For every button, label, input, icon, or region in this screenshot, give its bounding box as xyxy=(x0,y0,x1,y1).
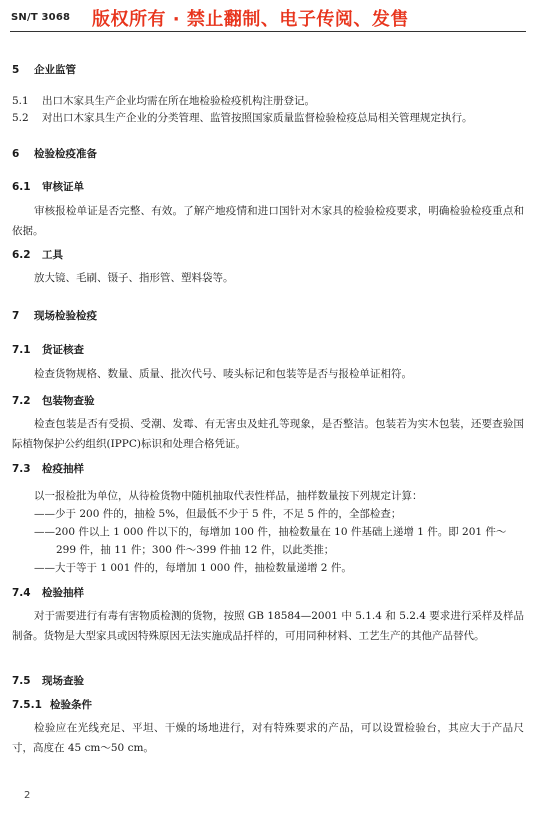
subsection-title: 货证核查 xyxy=(42,344,84,356)
subsection-number: 7.3 xyxy=(12,463,31,475)
sampling-intro: 以一报检批为单位，从待检货物中随机抽取代表性样品，抽样数量按下列规定计算： xyxy=(34,490,423,502)
subsection-number: 6.2 xyxy=(12,249,31,261)
subsection-7-3-heading xyxy=(12,461,84,476)
subsection-number: 7.5 xyxy=(12,675,31,687)
subsection-7-4-heading xyxy=(12,585,84,600)
standard-code: SN/T 3068 xyxy=(11,12,71,23)
clause-number: 5.1 xyxy=(12,95,29,107)
section-title: 检验检疫准备 xyxy=(34,148,97,160)
subsection-7-5-1-heading xyxy=(12,697,92,712)
section-5-heading xyxy=(12,62,76,77)
subsection-title: 检验抽样 xyxy=(42,587,84,599)
subsection-number: 7.1 xyxy=(12,344,31,356)
copyright-watermark: 版权所有 · 禁止翻制、电子传阅、发售 xyxy=(92,9,409,30)
sampling-rule-2: ——200 件以上 1 000 件以下的，每增加 100 件，抽检数量在 10 件基础上递增 1 件。即 201 件～ xyxy=(34,526,507,538)
clause-text: 对出口木家具生产企业的分类管理、监管按照国家质量监督检验检疫总局相关管理规定执行。 xyxy=(42,112,473,124)
section-number: 7 xyxy=(12,310,20,322)
subsection-title: 检验条件 xyxy=(50,699,92,711)
paragraph-7-4: 对于需要进行有毒有害物质检测的货物，按照 GB 18584—2001 中 5.1.4 和 5.2.4 要求进行采样及样品制备。货物是大型家具或因特殊原因无法实施成品扦样的，可用同种材料、工艺生产的其他产品替代。 xyxy=(12,610,524,642)
subsection-7-1-heading xyxy=(12,342,84,357)
clause-text: 出口木家具生产企业均需在所在地检验检疫机构注册登记。 xyxy=(42,95,315,107)
section-7-heading xyxy=(12,308,97,323)
subsection-title: 现场查验 xyxy=(42,675,84,687)
section-number: 5 xyxy=(12,64,20,76)
section-title: 现场检验检疫 xyxy=(34,310,97,322)
subsection-7-2-heading xyxy=(12,393,95,408)
section-6-heading xyxy=(12,146,97,161)
subsection-number: 7.4 xyxy=(12,587,31,599)
subsection-6-1-heading xyxy=(12,179,84,194)
paragraph-7-1: 检查货物规格、数量、质量、批次代号、唛头标记和包装等是否与报检单证相符。 xyxy=(34,368,412,380)
subsection-title: 工具 xyxy=(42,249,63,261)
sampling-rule-3: ——大于等于 1 001 件的，每增加 1 000 件，抽检数量递增 2 件。 xyxy=(34,562,352,574)
subsection-6-2-heading xyxy=(12,247,63,262)
header-rule xyxy=(10,31,526,32)
subsection-number: 7.2 xyxy=(12,395,31,407)
section-title: 企业监管 xyxy=(34,64,76,76)
sampling-rule-2-continued: 299 件，抽 11 件；300 件～399 件抽 12 件，以此类推； xyxy=(56,544,335,556)
subsection-title: 审核证单 xyxy=(42,181,84,193)
paragraph-7-5-1: 检验应在光线充足、平坦、干燥的场地进行，对有特殊要求的产品，可以设置检验台，其应大于产品尺寸，高度在 45 cm～50 cm。 xyxy=(12,722,524,754)
page-number: 2 xyxy=(24,790,31,801)
paragraph-6-1: 审核报检单证是否完整、有效。了解产地疫情和进口国针对木家具的检验检疫要求，明确检验检疫重点和依据。 xyxy=(12,205,524,237)
sampling-rule-1: ——少于 200 件的，抽检 5%，但最低不少于 5 件，不足 5 件的，全部检查； xyxy=(34,508,402,520)
paragraph-6-2: 放大镜、毛刷、镊子、指形管、塑料袋等。 xyxy=(34,272,234,284)
clause-number: 5.2 xyxy=(12,112,29,124)
subsection-number: 7.5.1 xyxy=(12,699,42,711)
subsection-number: 6.1 xyxy=(12,181,31,193)
subsection-7-5-heading xyxy=(12,673,84,688)
paragraph-7-2: 检查包装是否有受损、受潮、发霉、有无害虫及蛀孔等现象，是否整洁。包装若为实木包装，还要查验国际植物保护公约组织(IPPC)标识和处理合格凭证。 xyxy=(12,418,524,450)
clause-5-2 xyxy=(12,111,473,125)
section-number: 6 xyxy=(12,148,20,160)
subsection-title: 包装物查验 xyxy=(42,395,95,407)
subsection-title: 检疫抽样 xyxy=(42,463,84,475)
clause-5-1 xyxy=(12,94,315,108)
